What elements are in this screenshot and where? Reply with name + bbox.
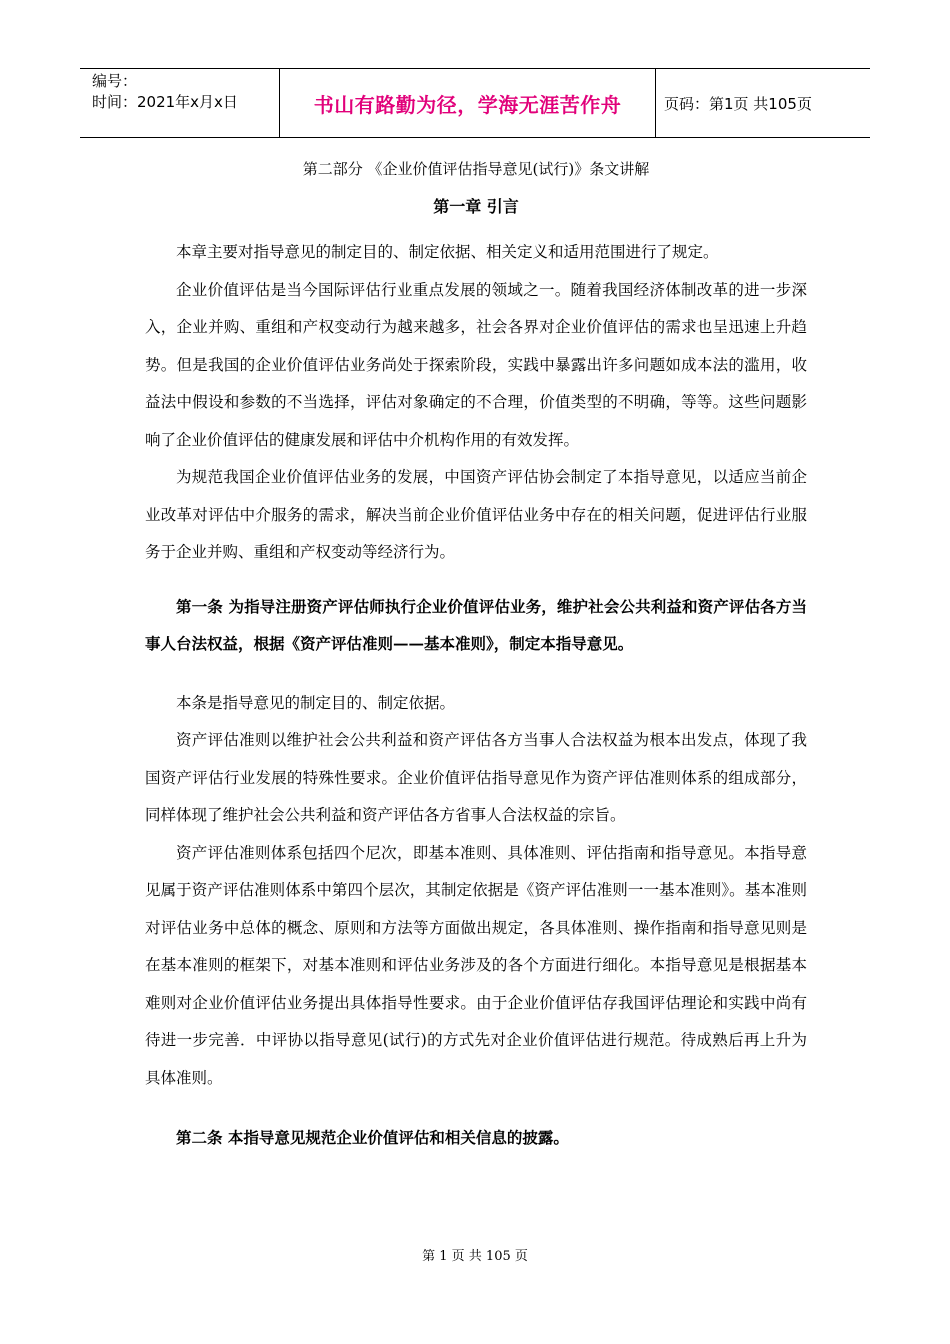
spacer (145, 1097, 807, 1119)
doc-number-label: 编号： (92, 72, 138, 90)
header-meta (80, 69, 280, 137)
intro-paragraph: 本章主要对指导意见的制定目的、制定依据、相关定义和适用范围进行了规定。 (176, 243, 719, 261)
page-header (80, 68, 870, 138)
date-label: 时间：2021年x月x日 (92, 93, 238, 111)
article-1-paragraph: 资产评估准则以维护社会公共利益和资产评估各方当事人合法权益为根本出发点，体现了我国资产评估行业发展的特殊性要求。企业价值评估指导意见作为资产评估准则体系的组成部分，同样体现了维护社会公共利益和资产评估各方省事人合法权益的宗旨。 (145, 731, 807, 824)
spacer (145, 572, 807, 588)
intro-paragraph: 为规范我国企业价值评估业务的发展，中国资产评估协会制定了本指导意见，以适应当前企业改革对评估中介服务的需求，解决当前企业价值评估业务中存在的相关问题，促进评估行业服务于企业并购、重组和产权变动等经济行为。 (145, 468, 807, 561)
page-footer: 第 1 页 共 105 页 (422, 1249, 528, 1264)
article-1-paragraph: 资产评估准则体系包括四个尼次，即基本准则、具体准则、评估指南和指导意见。本指导意见属于资产评估准则体系中第四个层次，其制定依据是《资产评估准则一一基本准则》。基本准则对评估业务中总体的概念、原则和方法等方面做出规定，各具体准则、操作指南和指导意见则是在基本准则的框架下，对基本准则和评估业务涉及的各个方面进行细化。本指导意见是根据基本难则对企业价值评估业务提出具体指导性要求。由于企业价值评估存我国评估理论和实践中尚有待进一步完善．中评协以指导意见(试行)的方式先对企业价值评估进行规范。待成熟后再上升为具体准则。 (145, 843, 807, 1087)
header-motto: 书山有路勤为径，学海无涯苦作舟 (280, 69, 656, 137)
spacer (145, 663, 807, 685)
chapter-title: 第一章 引言 (433, 197, 519, 216)
part-title: 第二部分 《企业价值评估指导意见(试行)》条文讲解 (302, 160, 650, 178)
header-page-info: 页码：第1页 共105页 (664, 94, 812, 113)
document-body (145, 150, 807, 1157)
intro-paragraph: 企业价值评估是当今国际评估行业重点发展的领域之一。随着我国经济体制改革的进一步深入，企业并购、重组和产权变动行为越来越多，社会各界对企业价值评估的需求也呈迅速上升趋势。但是我国的企业价值评估业务尚处于探索阶段，实践中暴露出许多问题如成本法的滥用，收益法中假设和参数的不当选择，评估对象确定的不合理，价值类型的不明确，等等。这些问题影响了企业价值评估的健康发展和评估中介机构作用的有效发挥。 (145, 280, 807, 449)
article-1-paragraph: 本条是指导意见的制定目的、制定依据。 (176, 693, 456, 712)
article-2-heading: 第二条 本指导意见规范企业价值评估和相关信息的披露。 (176, 1128, 569, 1147)
article-1-heading: 第一条 为指导注册资产评估师执行企业价值评估业务，维护社会公共利益和资产评估各方当事人台法权益，根据《资产评估准则——基本准则》，制定本指导意见。 (145, 596, 807, 653)
